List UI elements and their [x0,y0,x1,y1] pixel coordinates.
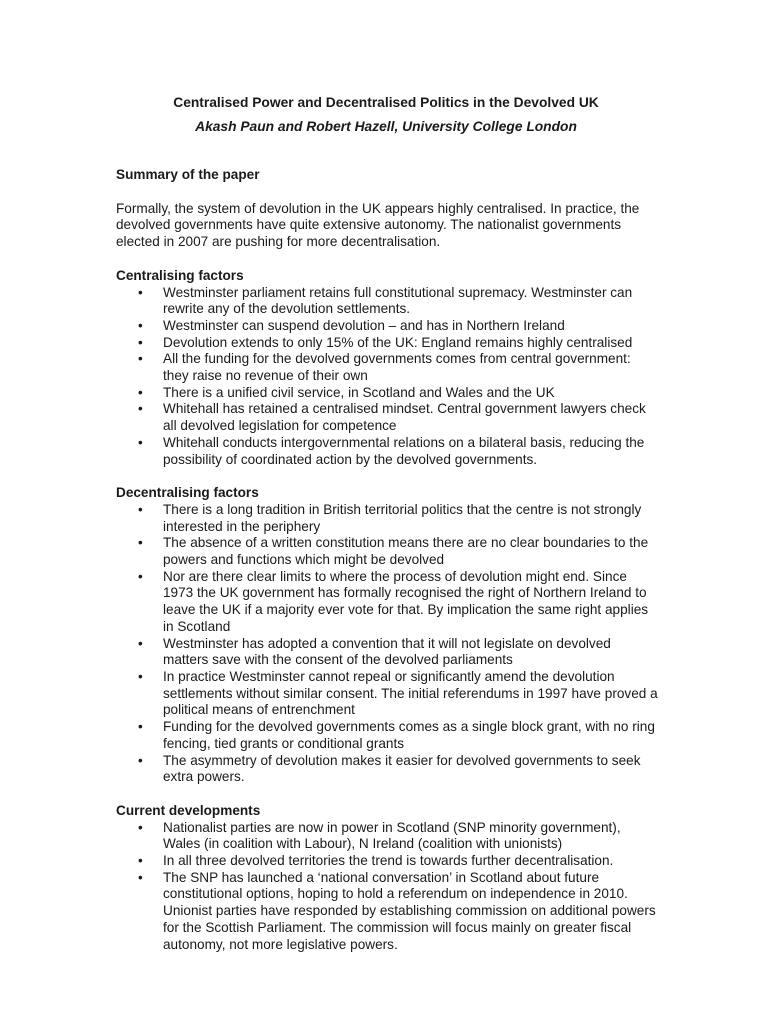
bullet-icon: • [138,535,143,551]
bullet-icon: • [138,869,143,885]
list-item [116,853,659,870]
bullet-icon: • [138,284,143,300]
list-item [116,820,659,853]
list-item-text: The asymmetry of devolution makes it easier for devolved governments to seek extra powers. [163,752,641,785]
list-item [116,401,659,434]
list-item [116,335,659,352]
bullet-icon: • [138,317,143,333]
bullet-icon: • [138,434,143,450]
list-item-text: Whitehall has retained a centralised mindset. Central government lawyers check all devolved legislation for competence [163,401,646,434]
list-item [116,753,659,786]
list-item-text: Westminster parliament retains full constitutional supremacy. Westminster can rewrite any of the devolution settlements. [163,284,633,317]
list-item-text: In all three devolved territories the trend is towards further decentralisation. [163,853,614,869]
list-item-text: Devolution extends to only 15% of the UK: England remains highly centralised [163,334,633,350]
bullet-icon: • [138,668,143,684]
bullet-list-centralising-factors [116,285,656,469]
section-heading-current-developments: Current developments [116,802,261,818]
bullet-list-current-developments [116,820,656,954]
list-item [116,636,659,669]
list-item [116,435,659,468]
list-item [116,385,659,402]
document-page [116,0,656,953]
bullet-icon: • [138,635,143,651]
list-item-text: All the funding for the devolved governments comes from central government: they raise no revenue of their own [163,351,631,384]
list-item-text: The SNP has launched a ‘national conversation’ in Scotland about future constitutional options, hoping to hold a referendum on independence in 2010. Unionist parties have responded by establishing commission on additional powers for the Scottish Parliament. The commission will focus mainly on greater fiscal autonomy, not more legislative powers. [163,869,656,952]
bullet-icon: • [138,752,143,768]
section-heading-decentralising-factors: Decentralising factors [116,485,259,501]
bullet-icon: • [138,501,143,517]
list-item [116,351,659,384]
list-item-text: Funding for the devolved governments comes as a single block grant, with no ring fencing, tied grants or conditional grants [163,719,655,751]
document-title: Centralised Power and Decentralised Politics in the Devolved UK [173,95,599,110]
bullet-icon: • [138,351,143,367]
intro-paragraph: Formally, the system of devolution in the UK appears highly centralised. In practice, the devolved governments have quite extensive autonomy. The nationalist governments elected in 2007 are pushing for more decentralisation. [116,200,640,250]
list-item-text: There is a unified civil service, in Scotland and Wales and the UK [163,384,555,400]
bullet-icon: • [138,719,143,735]
list-item-text: There is a long tradition in British territorial politics that the centre is not strongly interested in the periphery [163,501,642,534]
list-item [116,318,659,335]
bullet-icon: • [138,568,143,584]
list-item [116,502,659,535]
list-item [116,870,659,954]
list-item-text: Westminster can suspend devolution – and has in Northern Ireland [163,317,565,333]
list-item-text: Westminster has adopted a convention that it will not legislate on devolved matters save with the consent of the devolved parliaments [163,635,611,668]
bullet-icon: • [138,853,143,869]
bullet-icon: • [138,384,143,400]
list-item-text: In practice Westminster cannot repeal or significantly amend the devolution settlements without similar consent. The initial referendums in 1997 have proved a political means of entrenchment [163,668,658,718]
list-item-text: Nationalist parties are now in power in Scotland (SNP minority government), Wales (in coalition with Labour), N Ireland (coalition with unionists) [163,819,621,852]
list-item [116,535,659,568]
bullet-list-decentralising-factors [116,502,656,786]
list-item [116,285,659,318]
list-item-text: The absence of a written constitution means there are no clear boundaries to the powers and functions which might be devolved [163,535,649,568]
bullet-icon: • [138,334,143,350]
section-heading-centralising-factors: Centralising factors [116,267,244,283]
list-item [116,669,659,719]
list-item-text: Nor are there clear limits to where the process of devolution might end. Since 1973 the UK government has formally recognised the right of Northern Ireland to leave the UK if a majority ever vote for that. By implication the same right applies in Scotland [163,568,649,634]
list-item-text: Whitehall conducts intergovernmental relations on a bilateral basis, reducing the possibility of coordinated action by the devolved governments. [163,434,645,467]
bullet-icon: • [138,401,143,417]
list-item [116,719,659,752]
summary-heading: Summary of the paper [116,167,260,182]
list-item [116,569,659,636]
sections-container [116,268,656,953]
document-authors: Akash Paun and Robert Hazell, University College London [195,119,577,134]
bullet-icon: • [138,819,143,835]
